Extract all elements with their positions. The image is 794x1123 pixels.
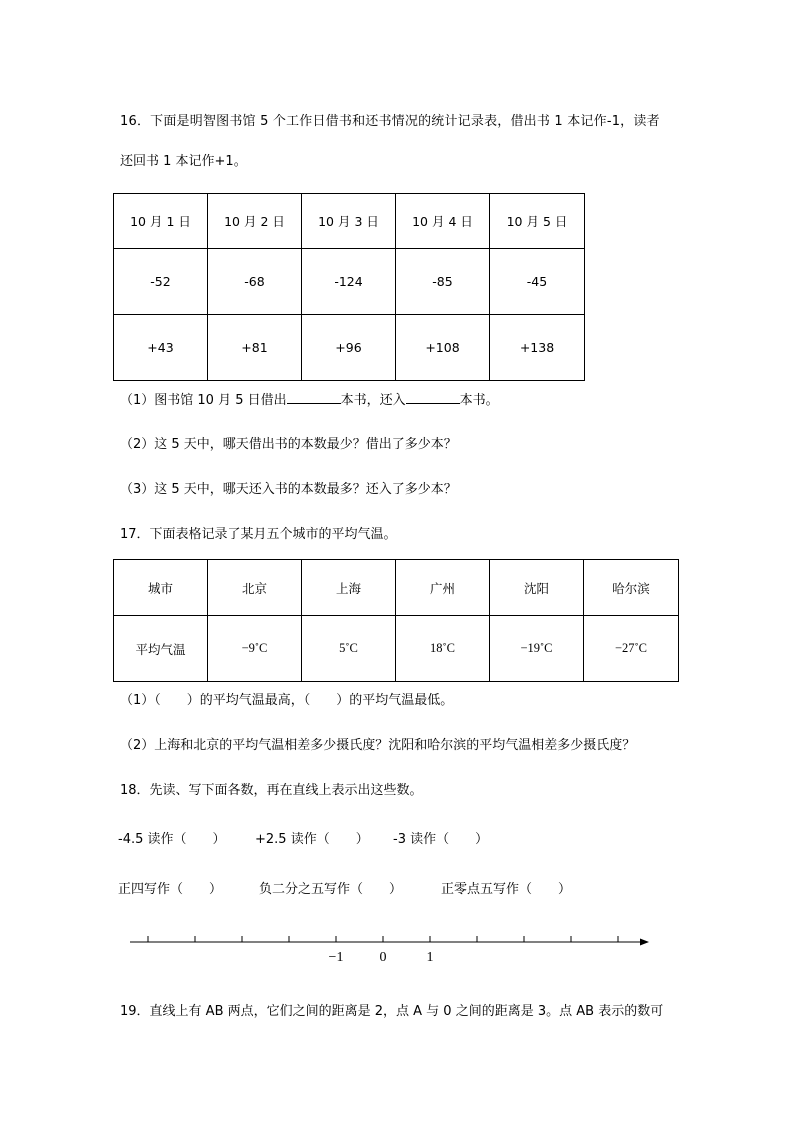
q16-sub3: （3）这 5 天中，哪天还入书的本数最多？还入了多少本？ (120, 482, 457, 497)
q17-city-cell: 城市 (114, 560, 208, 616)
q16-returned-cell: +81 (208, 315, 302, 381)
q16-borrowed-cell: -85 (396, 249, 490, 315)
q16-header-cell: 10 月 3 日 (302, 194, 396, 249)
q17-city-cell: 哈尔滨 (584, 560, 679, 616)
q16-header-cell: 10 月 1 日 (114, 194, 208, 249)
q16-sub1-part-a: （1）图书馆 10 月 5 日借出 (120, 393, 287, 408)
q17-temp-cell: 18˚C (396, 616, 490, 682)
q17-city-cell: 北京 (208, 560, 302, 616)
q17-temp-cell: −27˚C (584, 616, 679, 682)
q17-row-label: 平均气温 (114, 616, 208, 682)
q16-borrowed-cell: -45 (490, 249, 585, 315)
q17-sub1: （1）（ ）的平均气温最高，（ ）的平均气温最低。 (120, 693, 454, 708)
q17-city-cell: 沈阳 (490, 560, 584, 616)
q17-intro: 17．下面表格记录了某月五个城市的平均气温。 (120, 527, 397, 542)
q17-temp-cell: 5˚C (302, 616, 396, 682)
q16-returned-cell: +96 (302, 315, 396, 381)
number-line-arrow-icon (640, 939, 649, 946)
q16-returned-cell: +138 (490, 315, 585, 381)
q16-borrowed-cell: -52 (114, 249, 208, 315)
number-line-label: 1 (426, 950, 434, 965)
q17-city-cell: 广州 (396, 560, 490, 616)
q16-borrowed-cell: -124 (302, 249, 396, 315)
number-line-label: 0 (379, 950, 387, 965)
q16-intro-line2: 还回书 1 本记作+1。 (120, 154, 247, 169)
q18-read-item: -4.5 读作（ ） (118, 832, 226, 847)
q19-intro: 19．直线上有 AB 两点，它们之间的距离是 2，点 A 与 0 之间的距离是 3。点 AB 表示的数可 (120, 1004, 664, 1019)
q18-write-item: 正零点五写作（ ） (441, 882, 572, 897)
q17-city-cell: 上海 (302, 560, 396, 616)
q17-temp-cell: −9˚C (208, 616, 302, 682)
q17-temp-cell: −19˚C (490, 616, 584, 682)
q18-write-item: 负二分之五写作（ ） (259, 882, 403, 897)
q16-header-cell: 10 月 4 日 (396, 194, 490, 249)
q18-read-item: -3 读作（ ） (393, 832, 489, 847)
q18-read-item: +2.5 读作（ ） (255, 832, 369, 847)
q17-sub2: （2）上海和北京的平均气温相差多少摄氏度？沈阳和哈尔滨的平均气温相差多少摄氏度？ (120, 738, 636, 753)
q16-sub2: （2）这 5 天中，哪天借出书的本数最少？借出了多少本？ (120, 437, 457, 452)
number-line-label: −1 (328, 950, 344, 965)
q16-header-cell: 10 月 2 日 (208, 194, 302, 249)
q16-borrowed-cell: -68 (208, 249, 302, 315)
q16-returned-cell: +108 (396, 315, 490, 381)
q16-returned-cell: +43 (114, 315, 208, 381)
q16-sub1-part-b: 本书，还入 (340, 393, 406, 408)
q18-intro: 18．先读、写下面各数，再在直线上表示出这些数。 (120, 783, 423, 798)
q16-header-cell: 10 月 5 日 (490, 194, 585, 249)
q16-intro-line1: 16．下面是明智图书馆 5 个工作日借书和还书情况的统计记录表，借出书 1 本记作-1，读者 (120, 114, 660, 129)
q18-write-item: 正四写作（ ） (118, 882, 223, 897)
q16-sub1-part-c: 本书。 (459, 393, 499, 408)
